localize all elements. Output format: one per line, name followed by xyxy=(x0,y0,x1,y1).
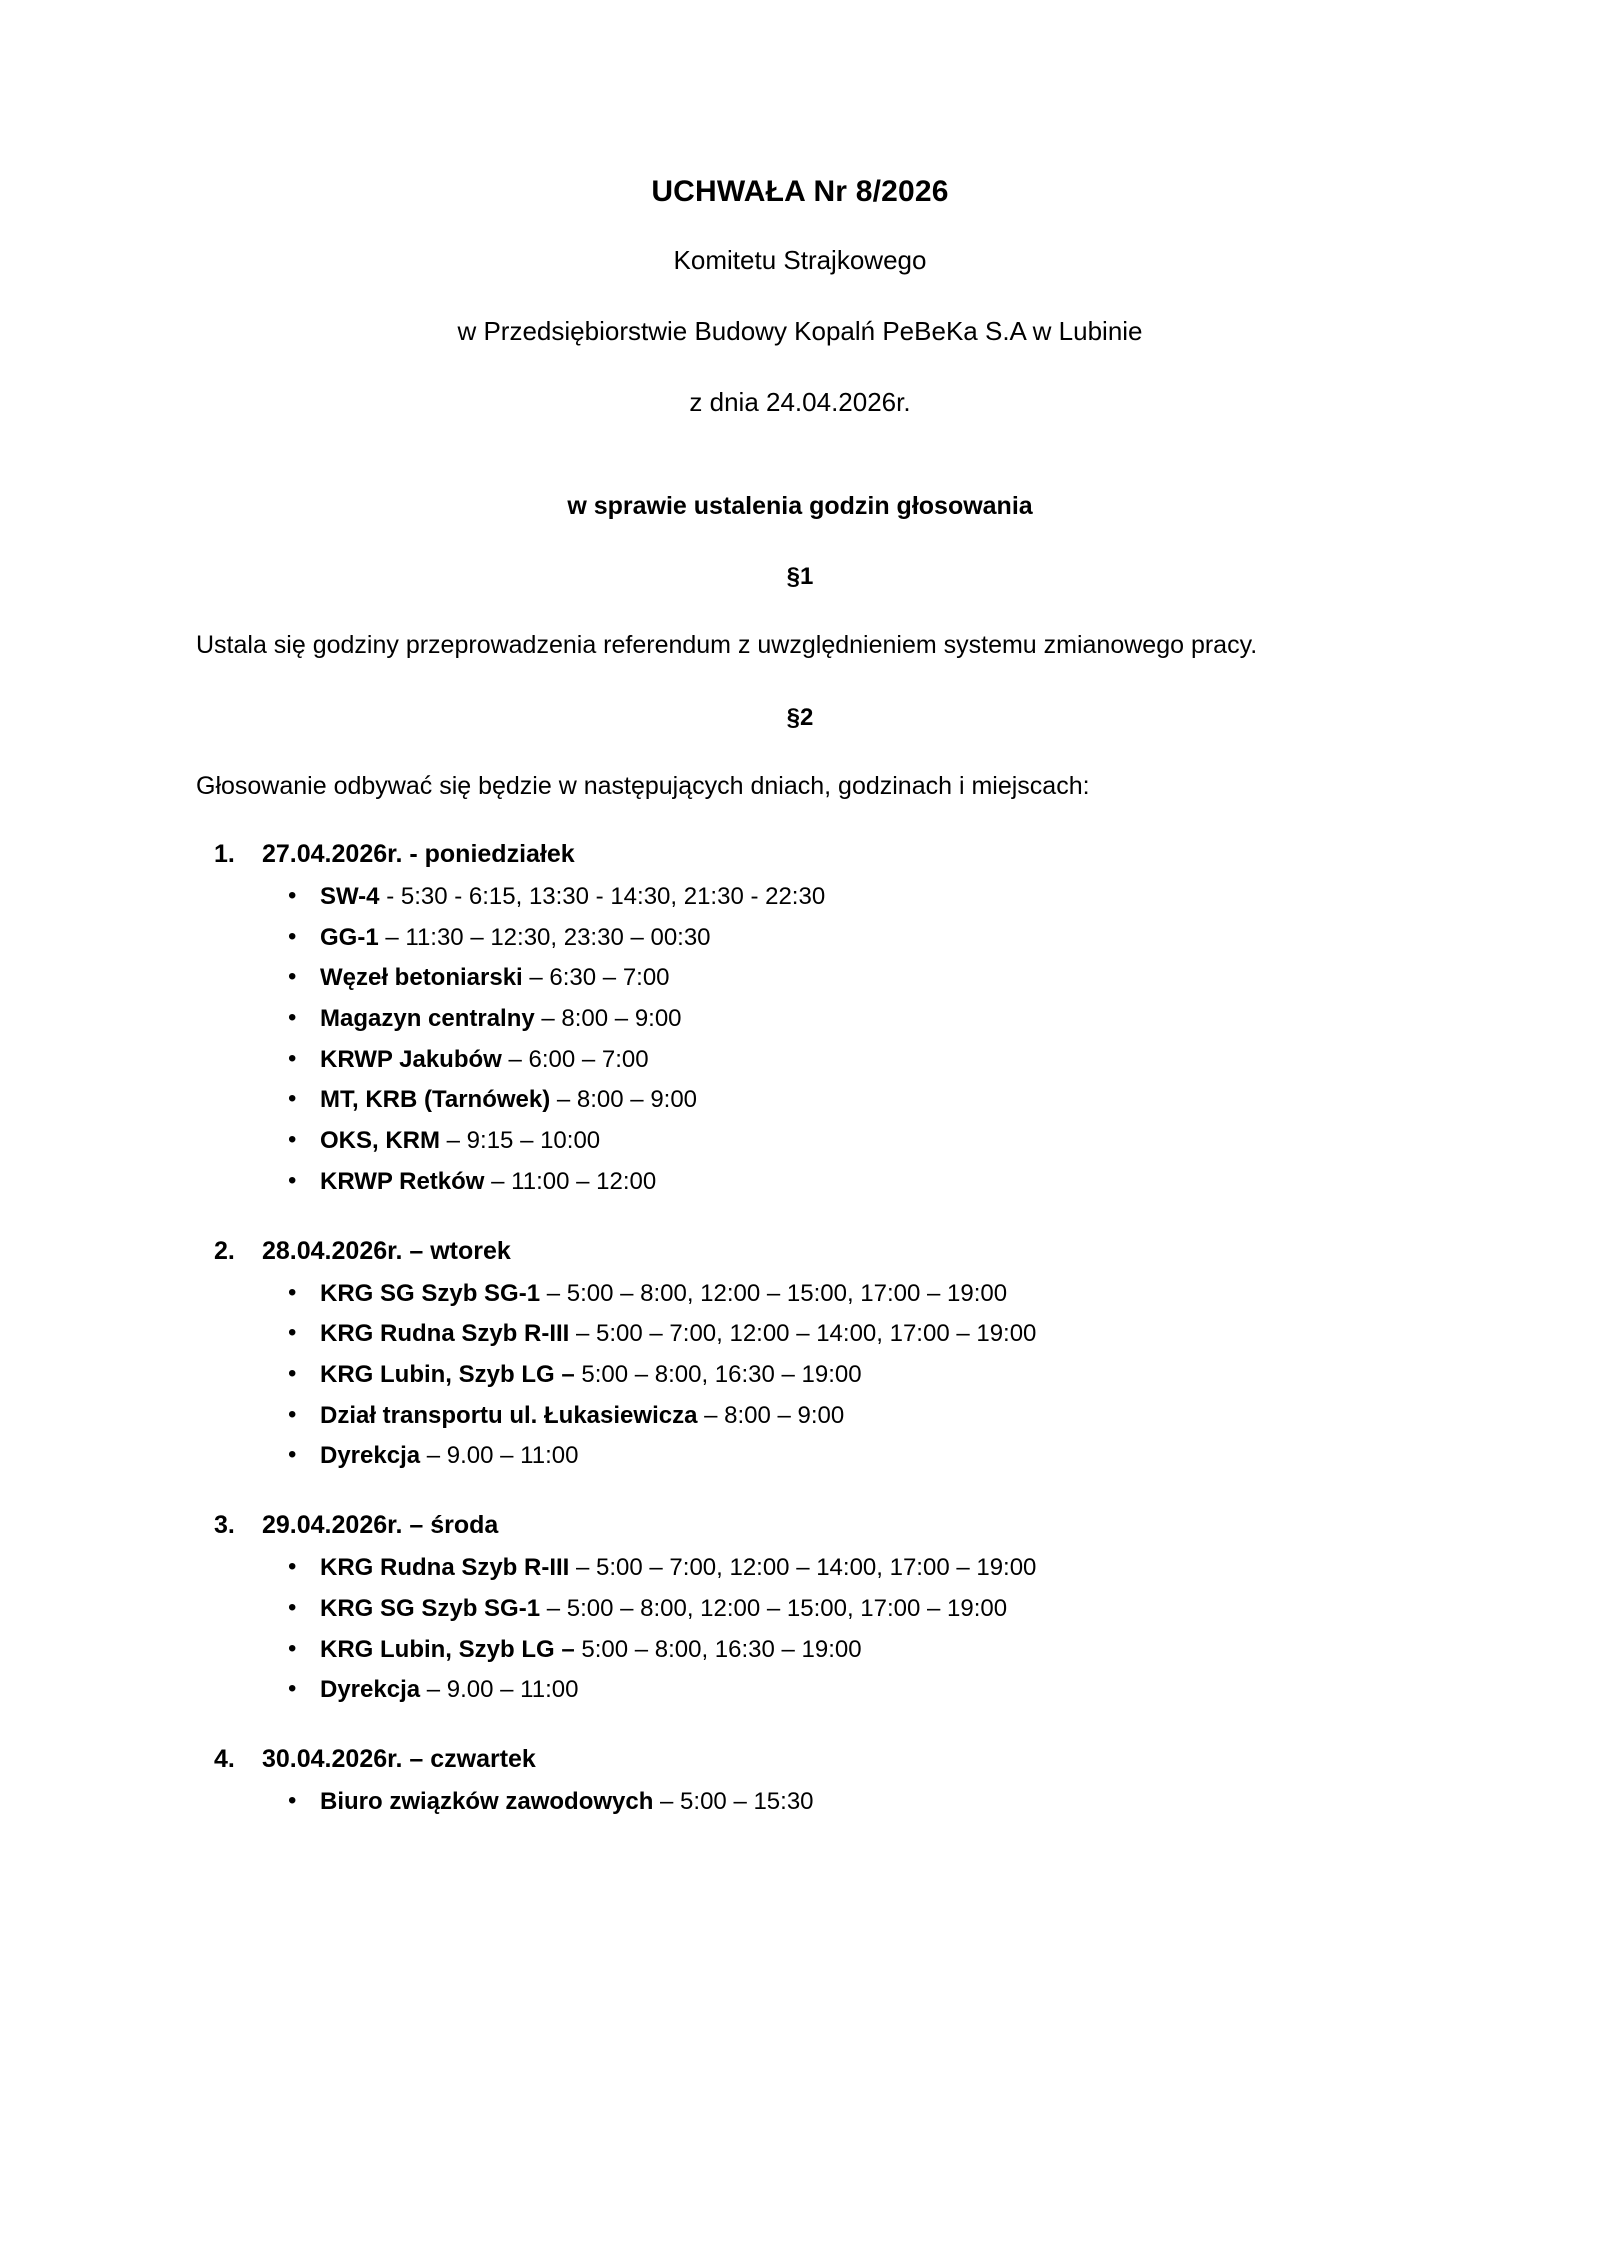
list-item xyxy=(320,1436,1404,1477)
location-name: Magazyn centralny xyxy=(320,1004,535,1032)
list-item xyxy=(262,840,1404,1203)
location-name: Dział transportu ul. Łukasiewicza xyxy=(320,1401,698,1429)
list-item xyxy=(320,1782,1404,1823)
list-item xyxy=(320,1355,1404,1396)
section-2-paragraph: Głosowanie odbywać się będzie w następujących dniach, godzinach i miejscach: xyxy=(196,771,1090,800)
location-name: Biuro związków zawodowych xyxy=(320,1788,654,1815)
location-list xyxy=(262,1782,1404,1823)
location-times: – 9.00 – 11:00 xyxy=(420,1676,579,1704)
location-name: Dyrekcja xyxy=(320,1676,421,1704)
list-item xyxy=(320,1121,1404,1162)
location-times: – 6:30 – 7:00 xyxy=(522,964,670,992)
list-item xyxy=(320,1080,1404,1121)
location-times: – 6:00 – 7:00 xyxy=(501,1045,649,1073)
location-times: – 9:15 – 10:00 xyxy=(440,1127,601,1155)
list-item xyxy=(320,1396,1404,1437)
list-item xyxy=(320,1314,1404,1355)
section-1-paragraph: Ustala się godziny przeprowadzenia referendum z uwzględnieniem systemu zmianowego pracy. xyxy=(196,631,1258,660)
list-item xyxy=(320,1630,1404,1671)
list-item xyxy=(320,918,1404,959)
location-name: KRG SG Szyb SG-1 xyxy=(320,1594,541,1622)
location-times: – 8:00 – 9:00 xyxy=(534,1004,682,1032)
location-times: – 5:00 – 8:00, 12:00 – 15:00, 17:00 – 19:00 xyxy=(540,1279,1008,1307)
location-times: – 8:00 – 9:00 xyxy=(550,1086,698,1114)
voting-schedule-list xyxy=(196,840,1404,1823)
location-times: – 5:00 – 7:00, 12:00 – 14:00, 17:00 – 19:00 xyxy=(569,1320,1037,1348)
page-title: UCHWAŁA Nr 8/2026 xyxy=(651,175,949,208)
location-name: SW-4 xyxy=(320,882,380,910)
location-name: KRG SG Szyb SG-1 xyxy=(320,1279,541,1307)
document-subject: w sprawie ustalenia godzin głosowania xyxy=(567,492,1033,521)
day-label: 29.04.2026r. – środa xyxy=(262,1511,499,1540)
location-times: 5:00 – 8:00, 16:30 – 19:00 xyxy=(574,1360,862,1388)
location-name: KRG Rudna Szyb R-III xyxy=(320,1554,570,1582)
list-item xyxy=(262,1511,1404,1711)
list-item xyxy=(320,1162,1404,1203)
list-item xyxy=(320,1274,1404,1315)
location-name: Węzeł betoniarski xyxy=(320,964,523,992)
location-name: GG-1 xyxy=(320,923,379,951)
location-list xyxy=(262,1548,1404,1711)
location-times: – 11:30 – 12:30, 23:30 – 00:30 xyxy=(378,923,711,951)
location-list xyxy=(262,1274,1404,1478)
location-times: – 8:00 – 9:00 xyxy=(697,1401,845,1429)
section-mark-2: §2 xyxy=(786,703,814,731)
day-label: 27.04.2026r. - poniedziałek xyxy=(262,839,575,868)
list-item xyxy=(262,1745,1404,1823)
heading-line-date: z dnia 24.04.2026r. xyxy=(689,387,911,418)
location-name: MT, KRB (Tarnówek) xyxy=(320,1086,551,1114)
location-times: – 11:00 – 12:00 xyxy=(484,1167,657,1195)
location-name: KRG Lubin, Szyb LG – xyxy=(320,1635,575,1663)
location-name: KRG Lubin, Szyb LG – xyxy=(320,1360,575,1388)
location-times: - 5:30 - 6:15, 13:30 - 14:30, 21:30 - 22:30 xyxy=(379,882,826,910)
day-label: 30.04.2026r. – czwartek xyxy=(262,1745,536,1773)
location-name: Dyrekcja xyxy=(320,1442,421,1470)
location-name: KRWP Retków xyxy=(320,1167,485,1195)
heading-line-company: w Przedsiębiorstwie Budowy Kopalń PeBeKa S.A w Lubinie xyxy=(457,316,1143,347)
location-times: 5:00 – 8:00, 16:30 – 19:00 xyxy=(574,1635,862,1663)
location-times: – 5:00 – 15:30 xyxy=(653,1788,814,1815)
heading-line-committee: Komitetu Strajkowego xyxy=(673,245,927,275)
list-item xyxy=(320,958,1404,999)
list-item xyxy=(320,1040,1404,1081)
location-times: – 5:00 – 8:00, 12:00 – 15:00, 17:00 – 19:00 xyxy=(540,1594,1008,1622)
location-times: – 9.00 – 11:00 xyxy=(420,1442,579,1470)
list-item xyxy=(320,1589,1404,1630)
location-list xyxy=(262,877,1404,1203)
location-name: KRWP Jakubów xyxy=(320,1045,502,1073)
list-item xyxy=(320,877,1404,918)
list-item xyxy=(320,1670,1404,1711)
location-name: KRG Rudna Szyb R-III xyxy=(320,1320,570,1348)
location-times: – 5:00 – 7:00, 12:00 – 14:00, 17:00 – 19:00 xyxy=(569,1554,1037,1582)
location-name: OKS, KRM xyxy=(320,1127,440,1155)
list-item xyxy=(320,999,1404,1040)
list-item xyxy=(262,1237,1404,1478)
section-mark-1: §1 xyxy=(786,563,814,591)
day-label: 28.04.2026r. – wtorek xyxy=(262,1236,511,1265)
list-item xyxy=(320,1548,1404,1589)
